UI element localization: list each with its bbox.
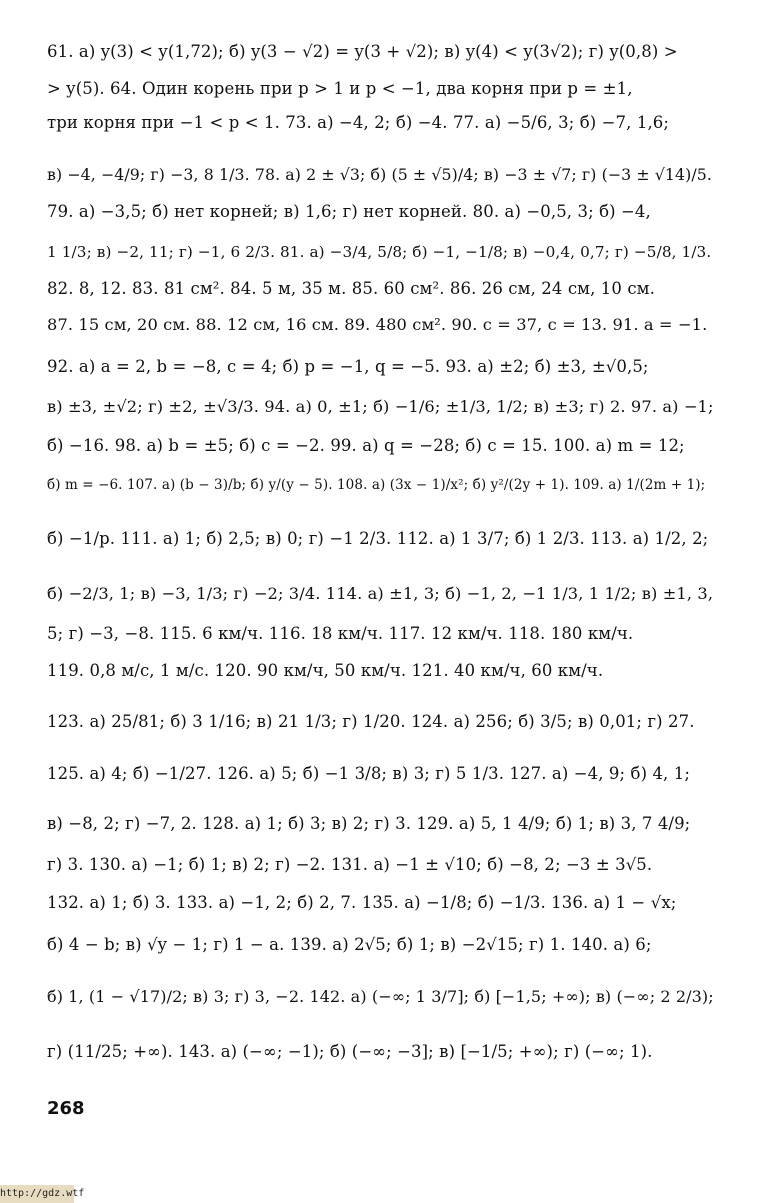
answer-line: в) −8, 2; г) −7, 2. 128. а) 1; б) 3; в) 2; г) 3. 129. а) 5, 1 4/9; б) 1; в) 3, 7 4/9; (47, 814, 691, 833)
watermark: http://gdz.wtf (0, 1185, 74, 1203)
answer-line: в) ±3, ±√2; г) ±2, ±√3/3. 94. а) 0, ±1; б) −1/6; ±1/3, 1/2; в) ±3; г) 2. 97. а) −1; (47, 397, 714, 416)
answer-line: 82. 8, 12. 83. 81 см². 84. 5 м, 35 м. 85. 60 см². 86. 26 см, 24 см, 10 см. (47, 279, 655, 298)
answer-line: 79. а) −3,5; б) нет корней; в) 1,6; г) нет корней. 80. а) −0,5, 3; б) −4, (47, 202, 651, 221)
answer-line: 92. а) a = 2, b = −8, c = 4; б) p = −1, q = −5. 93. а) ±2; б) ±3, ±√0,5; (47, 357, 649, 376)
answer-line: б) 4 − b; в) √y − 1; г) 1 − a. 139. а) 2√5; б) 1; в) −2√15; г) 1. 140. а) 6; (47, 935, 652, 954)
answer-line: 5; г) −3, −8. 115. 6 км/ч. 116. 18 км/ч. 117. 12 км/ч. 118. 180 км/ч. (47, 624, 634, 643)
answer-line: 132. а) 1; б) 3. 133. а) −1, 2; б) 2, 7. 135. а) −1/8; б) −1/3. 136. а) 1 − √x; (47, 893, 677, 912)
answer-line: 1 1/3; в) −2, 11; г) −1, 6 2/3. 81. а) −3/4, 5/8; б) −1, −1/8; в) −0,4, 0,7; г) −5/8, 1/3. (47, 243, 712, 261)
answer-line: б) m = −6. 107. а) (b − 3)/b; б) y/(y − 5). 108. а) (3x − 1)/x²; б) y²/(2y + 1). 109. а) 1/(2m + 1); (47, 477, 706, 493)
answer-line: б) −1/p. 111. а) 1; б) 2,5; в) 0; г) −1 2/3. 112. а) 1 3/7; б) 1 2/3. 113. а) 1/2, 2; (47, 529, 709, 548)
answer-line: в) −4, −4/9; г) −3, 8 1/3. 78. а) 2 ± √3; б) (5 ± √5)/4; в) −3 ± √7; г) (−3 ± √14)/5. (47, 165, 713, 184)
answer-line: 125. а) 4; б) −1/27. 126. а) 5; б) −1 3/8; в) 3; г) 5 1/3. 127. а) −4, 9; б) 4, 1; (47, 764, 690, 783)
answer-line: 123. а) 25/81; б) 3 1/16; в) 21 1/3; г) 1/20. 124. а) 256; б) 3/5; в) 0,01; г) 27. (47, 712, 695, 731)
answer-line: б) −16. 98. а) b = ±5; б) c = −2. 99. а) q = −28; б) c = 15. 100. а) m = 12; (47, 436, 685, 455)
answer-line: б) 1, (1 − √17)/2; в) 3; г) 3, −2. 142. а) (−∞; 1 3/7]; б) [−1,5; +∞); в) (−∞; 2 2/3); (47, 987, 714, 1006)
answer-line: три корня при −1 < p < 1. 73. а) −4, 2; б) −4. 77. а) −5/6, 3; б) −7, 1,6; (47, 113, 670, 132)
page-number: 268 (47, 1098, 85, 1119)
answer-line: г) 3. 130. а) −1; б) 1; в) 2; г) −2. 131. а) −1 ± √10; б) −8, 2; −3 ± 3√5. (47, 855, 653, 874)
answer-line: г) (11/25; +∞). 143. а) (−∞; −1); б) (−∞; −3]; в) [−1/5; +∞); г) (−∞; 1). (47, 1042, 653, 1061)
answer-line: б) −2/3, 1; в) −3, 1/3; г) −2; 3/4. 114. а) ±1, 3; б) −1, 2, −1 1/3, 1 1/2; в) ±1, 3, (47, 584, 714, 603)
answer-line: 61. а) y(3) < y(1,72); б) y(3 − √2) = y(3 + √2); в) y(4) < y(3√2); г) y(0,8) > (47, 42, 678, 61)
answer-line: 87. 15 см, 20 см. 88. 12 см, 16 см. 89. 480 см². 90. c = 37, c = 13. 91. a = −1. (47, 315, 708, 334)
answer-line: 119. 0,8 м/с, 1 м/с. 120. 90 км/ч, 50 км/ч. 121. 40 км/ч, 60 км/ч. (47, 661, 604, 680)
answer-line: > y(5). 64. Один корень при p > 1 и p < −1, два корня при p = ±1, (47, 79, 633, 98)
